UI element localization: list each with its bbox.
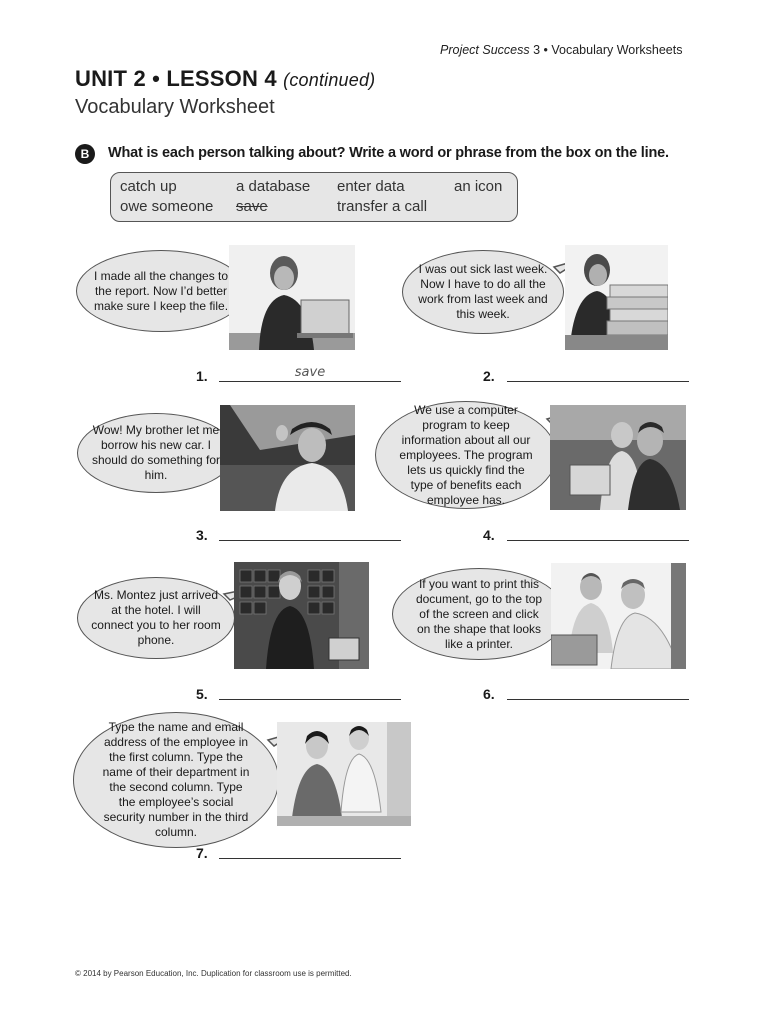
word-option-crossed: save bbox=[236, 198, 268, 215]
answer-line[interactable] bbox=[219, 858, 401, 859]
photo-illustration bbox=[234, 562, 369, 669]
photo-illustration bbox=[229, 245, 355, 350]
answer-line[interactable] bbox=[219, 699, 401, 700]
speech-bubble: We use a computer program to keep information about all our employees. The program lets us quickly find the type of benefits each employee has. bbox=[375, 401, 557, 509]
speech-bubble: I made all the changes to the report. Now I’d better make sure I keep the file. bbox=[76, 250, 246, 332]
office-worker-photo bbox=[229, 245, 355, 350]
speech-bubble: If you want to print this document, go to the top of the screen and click on the shape that looks like a printer. bbox=[392, 568, 566, 660]
instruction-text: What is each person talking about? Write a word or phrase from the box on the line. bbox=[108, 145, 669, 161]
office-team-photo bbox=[551, 563, 686, 669]
answer-line[interactable] bbox=[507, 699, 689, 700]
item-number: 7. bbox=[196, 845, 208, 861]
worksheet-subtitle: Vocabulary Worksheet bbox=[75, 96, 275, 118]
answer-text: save bbox=[294, 365, 326, 380]
series-section: 3 • Vocabulary Worksheets bbox=[533, 43, 683, 57]
businesswomen-photo bbox=[277, 722, 411, 826]
page-title bbox=[75, 66, 375, 92]
word-option: transfer a call bbox=[337, 198, 428, 215]
answer-line[interactable] bbox=[219, 540, 401, 541]
item-number: 6. bbox=[483, 686, 495, 702]
section-badge: B bbox=[75, 144, 95, 164]
item-number: 3. bbox=[196, 527, 208, 543]
photo-illustration bbox=[565, 245, 668, 350]
word-box bbox=[110, 172, 518, 222]
item-number: 1. bbox=[196, 368, 208, 384]
coworkers-computer-photo bbox=[550, 405, 686, 510]
man-in-car-photo bbox=[220, 405, 355, 511]
tired-worker-photo bbox=[565, 245, 668, 350]
speech-bubble: Type the name and email address of the employee in the first column. Type the name of their department in the second column. Type the employee’s social security number in the third column. bbox=[73, 712, 279, 848]
continued-label: (continued) bbox=[283, 70, 376, 90]
photo-illustration bbox=[220, 405, 355, 511]
speech-bubble: I was out sick last week. Now I have to do all the work from last week and this week. bbox=[402, 250, 564, 334]
item-number: 4. bbox=[483, 527, 495, 543]
hotel-receptionist-photo bbox=[234, 562, 369, 669]
speech-bubble: Ms. Montez just arrived at the hotel. I will connect you to her room phone. bbox=[77, 577, 235, 659]
answer-line[interactable] bbox=[219, 381, 401, 382]
photo-illustration bbox=[551, 563, 686, 669]
word-option: a database bbox=[236, 178, 311, 195]
word-option: owe someone bbox=[120, 198, 214, 215]
running-header bbox=[440, 43, 700, 57]
speech-bubble: Wow! My brother let me borrow his new car. I should do something for him. bbox=[77, 413, 235, 493]
item-number: 2. bbox=[483, 368, 495, 384]
copyright-footer: © 2014 by Pearson Education, Inc. Duplication for classroom use is permitted. bbox=[75, 969, 352, 978]
word-option: an icon bbox=[454, 178, 503, 195]
item-number: 5. bbox=[196, 686, 208, 702]
answer-line[interactable] bbox=[507, 381, 689, 382]
word-option: enter data bbox=[337, 178, 405, 195]
photo-illustration bbox=[277, 722, 411, 826]
unit-lesson: UNIT 2 • LESSON 4 bbox=[75, 66, 277, 91]
series-name: Project Success bbox=[440, 43, 530, 57]
word-option: catch up bbox=[120, 178, 177, 195]
photo-illustration bbox=[550, 405, 686, 510]
answer-line[interactable] bbox=[507, 540, 689, 541]
